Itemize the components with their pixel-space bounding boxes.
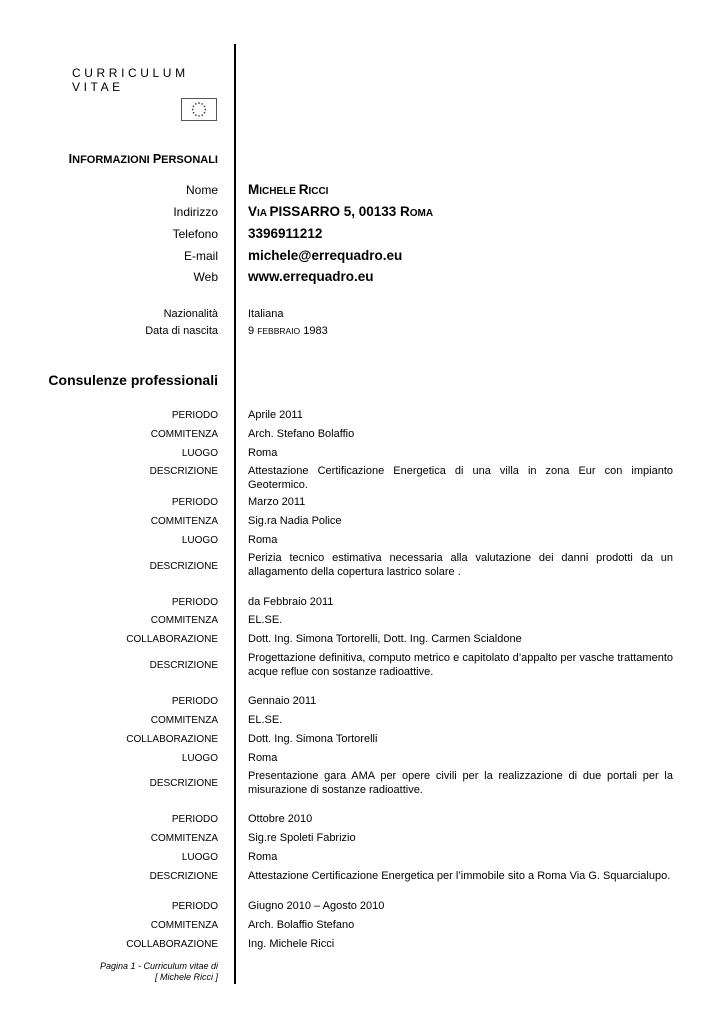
entry-value: Presentazione gara AMA per opere civili per la realizzazione di due portali per la misurazione di sostanze radioattive. [248, 770, 673, 796]
entry-label: DESCRIZIONE [149, 778, 218, 789]
entry-value: Gennaio 2011 [248, 695, 317, 707]
entry-label: COMMITENZA [150, 833, 218, 844]
entry-label: COLLABORAZIONE [126, 734, 218, 745]
web-label: Web [193, 270, 218, 284]
entry-label: PERIODO [171, 597, 218, 608]
entry-value: Ing. Michele Ricci [248, 938, 335, 950]
nationality-value: Italiana [248, 308, 284, 320]
entry-value: Giugno 2010 – Agosto 2010 [248, 900, 385, 912]
entry-value: Dott. Ing. Simona Tortorelli, Dott. Ing. Carmen Scialdone [248, 633, 522, 645]
entry-value: Sig.ra Nadia Police [248, 515, 342, 527]
entry-value: Roma [248, 447, 278, 459]
entry-value: Arch. Stefano Bolaffio [248, 428, 355, 440]
entry-value: Aprile 2011 [248, 409, 303, 421]
entry-value: EL.SE. [248, 614, 283, 626]
personal-info-heading: INFORMAZIONI PERSONALI [68, 152, 218, 166]
consulting-heading: Consulenze professionali [48, 372, 218, 388]
address-label: Indirizzo [173, 205, 218, 219]
cv-title: CURRICULUM VITAE [72, 66, 189, 94]
entry-label: LUOGO [181, 448, 218, 459]
eu-flag-icon [181, 98, 217, 121]
entry-label: COMMITENZA [150, 615, 218, 626]
entry-label: PERIODO [171, 497, 218, 508]
entry-label: COLLABORAZIONE [126, 634, 218, 645]
entry-value: Attestazione Certificazione Energetica per l’immobile sito a Roma Via G. Squarcialupo. [248, 870, 671, 882]
entry-value: Roma [248, 534, 278, 546]
entry-value: Sig.re Spoleti Fabrizio [248, 832, 356, 844]
entry-label: DESCRIZIONE [149, 871, 218, 882]
phone-label: Telefono [172, 227, 218, 241]
name-label: Nome [185, 183, 218, 197]
entry-value: Progettazione definitiva, computo metrico e capitolato d’appalto per vasche trattamento acque reflue con sostanze radioattive. [248, 652, 673, 678]
entry-value: da Febbraio 2011 [248, 596, 334, 608]
entry-label: PERIODO [171, 410, 218, 421]
entry-label: COMMITENZA [150, 429, 218, 440]
entry-value: Ottobre 2010 [248, 813, 313, 825]
address-value: VIA PISSARRO 5, 00133 ROMA [248, 204, 434, 219]
entry-label: LUOGO [181, 535, 218, 546]
entry-value: Arch. Bolaffio Stefano [248, 919, 355, 931]
vertical-divider [234, 44, 236, 984]
entry-value: Roma [248, 752, 278, 764]
email-value: michele@errequadro.eu [248, 248, 403, 263]
entry-label: PERIODO [171, 696, 218, 707]
entry-label: PERIODO [171, 814, 218, 825]
entry-label: COMMITENZA [150, 516, 218, 527]
entry-value: Attestazione Certificazione Energetica di una villa in zona Eur con impianto Geotermico. [248, 465, 673, 491]
birth-date-value: 9 FEBBRAIO 1983 [248, 325, 328, 337]
entry-label: PERIODO [171, 901, 218, 912]
web-value: www.errequadro.eu [248, 269, 374, 284]
entry-label: DESCRIZIONE [149, 466, 218, 477]
entry-label: COMMITENZA [150, 920, 218, 931]
email-label: E-mail [183, 249, 218, 263]
entry-value: Marzo 2011 [248, 496, 306, 508]
entry-label: LUOGO [181, 753, 218, 764]
entry-label: COLLABORAZIONE [126, 939, 218, 950]
nationality-label: Nazionalità [163, 308, 218, 320]
birth-date-label: Data di nascita [145, 325, 218, 337]
name-value: MICHELE RICCI [248, 182, 329, 197]
entry-value: EL.SE. [248, 714, 283, 726]
entry-value: Perizia tecnico estimativa necessaria alla valutazione dei danni prodotti da un allagamento della copertura lastrico solare . [248, 552, 673, 578]
page-footer [100, 961, 218, 983]
entry-label: DESCRIZIONE [149, 561, 218, 572]
footer-line: Pagina 1 - Curriculum vitae di [99, 961, 218, 971]
footer-line: [ Michele Ricci ] [154, 972, 218, 982]
entry-label: LUOGO [181, 852, 218, 863]
entry-value: Roma [248, 851, 278, 863]
entry-label: DESCRIZIONE [149, 660, 218, 671]
entry-value: Dott. Ing. Simona Tortorelli [248, 733, 378, 745]
phone-value: 3396911212 [248, 226, 323, 241]
entry-label: COMMITENZA [150, 715, 218, 726]
